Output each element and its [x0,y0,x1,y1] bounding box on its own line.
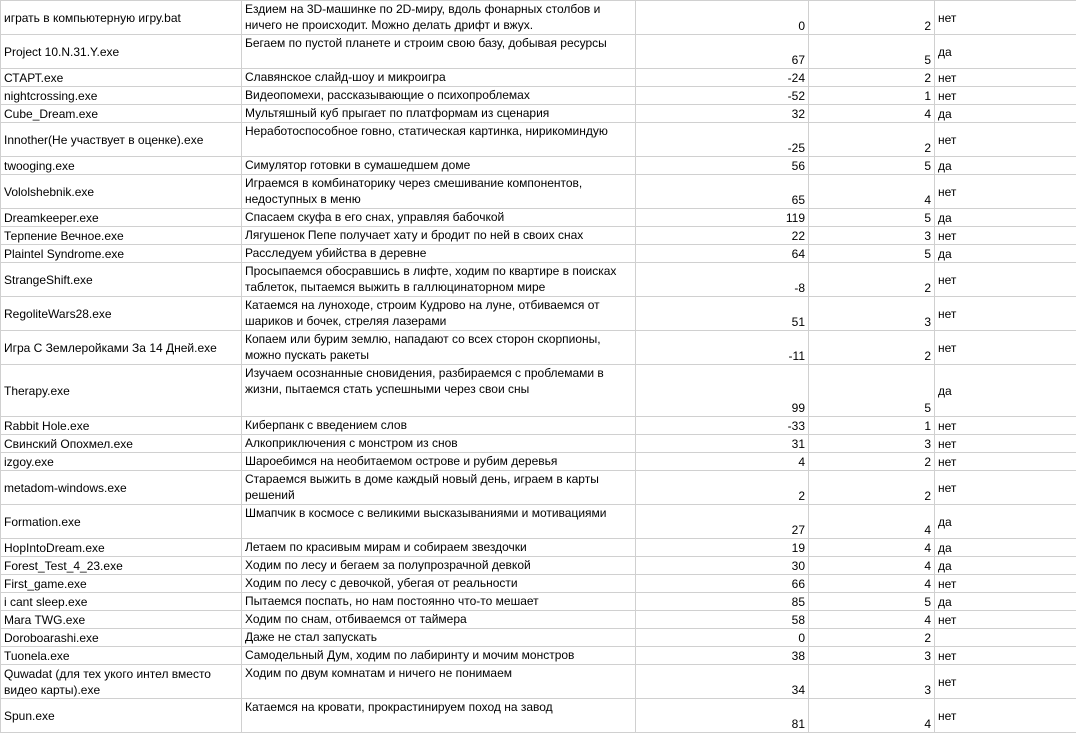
cell-game-name[interactable]: Innother(Не участвует в оценке).exe [1,123,242,157]
cell-rating[interactable]: 4 [809,699,935,733]
cell-game-name[interactable]: Rabbit Hole.exe [1,417,242,435]
cell-answer[interactable]: нет [935,575,1076,593]
cell-answer[interactable]: нет [935,227,1076,245]
cell-score[interactable]: 58 [636,611,809,629]
table-row [1,453,1076,471]
cell-game-name[interactable]: metadom-windows.exe [1,471,242,505]
cell-score[interactable]: 22 [636,227,809,245]
cell-game-name[interactable]: StrangeShift.exe [1,263,242,297]
cell-score[interactable]: 51 [636,297,809,331]
cell-rating[interactable]: 1 [809,87,935,105]
cell-description[interactable]: Самодельный Дум, ходим по лабиринту и мочим монстров [242,647,636,665]
table-row [1,331,1076,365]
cell-description[interactable]: Просыпаемся обосравшись в лифте, ходим по квартире в поисках таблеток, пытаемся выжить в галлюцинаторном мире [242,263,636,297]
cell-description[interactable]: Шароебимся на необитаемом острове и рубим деревья [242,453,636,471]
cell-score[interactable]: -33 [636,417,809,435]
cell-rating[interactable]: 1 [809,417,935,435]
table-row [1,611,1076,629]
cell-answer[interactable]: нет [935,417,1076,435]
cell-rating[interactable]: 4 [809,105,935,123]
cell-game-name[interactable]: RegoliteWars28.exe [1,297,242,331]
cell-score[interactable]: 64 [636,245,809,263]
cell-description[interactable]: Лягушенок Пепе получает хату и бродит по ней в своих снах [242,227,636,245]
cell-description[interactable]: Видеопомехи, рассказывающие о психопроблемах [242,87,636,105]
table-row [1,417,1076,435]
cell-answer[interactable]: нет [935,297,1076,331]
cell-answer[interactable] [935,629,1076,647]
cell-description[interactable]: Ходим по лесу и бегаем за полупрозрачной девкой [242,557,636,575]
cell-answer[interactable]: да [935,505,1076,539]
cell-game-name[interactable]: Therapy.exe [1,365,242,417]
cell-rating[interactable]: 3 [809,647,935,665]
cell-game-name[interactable]: Formation.exe [1,505,242,539]
cell-game-name[interactable]: Quwadat (для тех укого интел вместо видео карты).exe [1,665,242,699]
cell-game-name[interactable]: Mara TWG.exe [1,611,242,629]
table-row [1,209,1076,227]
cell-game-name[interactable]: играть в компьютерную игру.bat [1,1,242,35]
cell-game-name[interactable]: HopIntoDream.exe [1,539,242,557]
table-row [1,435,1076,453]
cell-score[interactable]: 66 [636,575,809,593]
cell-score[interactable]: 119 [636,209,809,227]
cell-game-name[interactable]: Dreamkeeper.exe [1,209,242,227]
cell-score[interactable]: -25 [636,123,809,157]
table-row [1,227,1076,245]
table-row [1,175,1076,209]
cell-answer[interactable]: нет [935,87,1076,105]
cell-rating[interactable]: 4 [809,175,935,209]
cell-score[interactable]: -11 [636,331,809,365]
cell-answer[interactable]: да [935,157,1076,175]
table-row [1,575,1076,593]
cell-answer[interactable]: нет [935,331,1076,365]
cell-answer[interactable]: нет [935,611,1076,629]
cell-score[interactable]: 4 [636,453,809,471]
cell-answer[interactable]: нет [935,123,1076,157]
cell-score[interactable]: 38 [636,647,809,665]
cell-game-name[interactable]: Plaintel Syndrome.exe [1,245,242,263]
cell-score[interactable]: -8 [636,263,809,297]
cell-rating[interactable]: 4 [809,505,935,539]
cell-rating[interactable]: 4 [809,539,935,557]
cell-description[interactable]: Алкоприключения с монстром из снов [242,435,636,453]
cell-answer[interactable]: да [935,539,1076,557]
cell-game-name[interactable]: First_game.exe [1,575,242,593]
cell-score[interactable]: 81 [636,699,809,733]
table-row [1,297,1076,331]
table-row [1,665,1076,699]
table-row [1,35,1076,69]
cell-description[interactable]: Ходим по снам, отбиваемся от таймера [242,611,636,629]
table-row [1,629,1076,647]
cell-score[interactable]: 31 [636,435,809,453]
cell-description[interactable]: Спасаем скуфа в его снах, управляя бабочкой [242,209,636,227]
table-row [1,263,1076,297]
cell-description[interactable]: Шмапчик в космосе с великими высказываниями и мотивациями [242,505,636,539]
cell-rating[interactable]: 2 [809,263,935,297]
cell-rating[interactable]: 5 [809,35,935,69]
cell-game-name[interactable]: Cube_Dream.exe [1,105,242,123]
cell-game-name[interactable]: СТАРТ.exe [1,69,242,87]
cell-rating[interactable]: 5 [809,209,935,227]
cell-score[interactable]: 85 [636,593,809,611]
cell-description[interactable]: Стараемся выжить в доме каждый новый день, играем в карты решений [242,471,636,505]
cell-answer[interactable]: да [935,593,1076,611]
cell-score[interactable]: 27 [636,505,809,539]
cell-description[interactable]: Симулятор готовки в сумашедшем доме [242,157,636,175]
cell-description[interactable]: Пытаемся поспать, но нам постоянно что-то мешает [242,593,636,611]
table-row [1,593,1076,611]
table-row [1,557,1076,575]
cell-game-name[interactable]: Doroboarashi.exe [1,629,242,647]
cell-answer[interactable]: да [935,365,1076,417]
table-row [1,471,1076,505]
table-row [1,647,1076,665]
cell-description[interactable]: Летаем по красивым мирам и собираем звездочки [242,539,636,557]
cell-score[interactable]: 30 [636,557,809,575]
cell-description[interactable]: Бегаем по пустой планете и строим свою базу, добывая ресурсы [242,35,636,69]
cell-description[interactable]: Славянское слайд-шоу и микроигра [242,69,636,87]
cell-answer[interactable]: нет [935,69,1076,87]
cell-rating[interactable]: 4 [809,557,935,575]
table-row [1,699,1076,733]
cell-answer[interactable]: нет [935,435,1076,453]
cell-score[interactable]: 0 [636,629,809,647]
cell-rating[interactable]: 2 [809,331,935,365]
table-row [1,157,1076,175]
table-row [1,1,1076,35]
cell-answer[interactable]: нет [935,471,1076,505]
cell-rating[interactable]: 5 [809,245,935,263]
cell-description[interactable]: Изучаем осознанные сновидения, разбираемся с проблемами в жизни, пытаемся стать успешными через свои сны [242,365,636,417]
cell-answer[interactable]: нет [935,699,1076,733]
cell-rating[interactable]: 2 [809,123,935,157]
cell-rating[interactable]: 2 [809,471,935,505]
table-row [1,365,1076,417]
cell-rating[interactable]: 2 [809,629,935,647]
cell-answer[interactable]: нет [935,665,1076,699]
cell-description[interactable]: Ходим по двум комнатам и ничего не понимаем [242,665,636,699]
cell-score[interactable]: 99 [636,365,809,417]
cell-answer[interactable]: нет [935,175,1076,209]
cell-game-name[interactable]: Forest_Test_4_23.exe [1,557,242,575]
cell-score[interactable]: 67 [636,35,809,69]
cell-answer[interactable]: нет [935,453,1076,471]
cell-game-name[interactable]: izgoy.exe [1,453,242,471]
cell-answer[interactable]: да [935,209,1076,227]
cell-rating[interactable]: 5 [809,157,935,175]
cell-game-name[interactable]: Vololshebnik.exe [1,175,242,209]
cell-rating[interactable]: 5 [809,593,935,611]
cell-score[interactable]: 0 [636,1,809,35]
cell-answer[interactable]: да [935,557,1076,575]
cell-score[interactable]: 56 [636,157,809,175]
cell-description[interactable]: Расследуем убийства в деревне [242,245,636,263]
cell-game-name[interactable]: nightcrossing.exe [1,87,242,105]
cell-rating[interactable]: 4 [809,575,935,593]
table-row [1,505,1076,539]
cell-rating[interactable]: 2 [809,1,935,35]
cell-rating[interactable]: 3 [809,297,935,331]
cell-description[interactable]: Катаемся на луноходе, строим Кудрово на луне, отбиваемся от шариков и бочек, стреляя лазерами [242,297,636,331]
cell-rating[interactable]: 5 [809,365,935,417]
cell-answer[interactable]: нет [935,647,1076,665]
cell-rating[interactable]: 4 [809,611,935,629]
cell-answer[interactable]: нет [935,263,1076,297]
cell-description[interactable]: Неработоспособное говно, статическая картинка, нирикоминдую [242,123,636,157]
cell-description[interactable]: Киберпанк с введением слов [242,417,636,435]
cell-description[interactable]: Играемся в комбинаторику через смешивание компонентов, недоступных в меню [242,175,636,209]
cell-game-name[interactable]: Терпение Вечное.exe [1,227,242,245]
cell-score[interactable]: 32 [636,105,809,123]
cell-rating[interactable]: 2 [809,69,935,87]
cell-score[interactable]: -52 [636,87,809,105]
cell-description[interactable]: Ходим по лесу с девочкой, убегая от реальности [242,575,636,593]
table-row [1,87,1076,105]
cell-rating[interactable]: 3 [809,227,935,245]
cell-description[interactable]: Катаемся на кровати, прокрастинируем поход на завод [242,699,636,733]
cell-description[interactable]: Даже не стал запускать [242,629,636,647]
cell-score[interactable]: 2 [636,471,809,505]
table-row [1,245,1076,263]
cell-game-name[interactable]: Project 10.N.31.Y.exe [1,35,242,69]
cell-description[interactable]: Мультяшный куб прыгает по платформам из сценария [242,105,636,123]
cell-answer[interactable]: да [935,245,1076,263]
cell-answer[interactable]: да [935,35,1076,69]
cell-description[interactable]: Копаем или бурим землю, нападают со всех сторон скорпионы, можно пускать ракеты [242,331,636,365]
table-row [1,123,1076,157]
table-row [1,539,1076,557]
cell-rating[interactable]: 3 [809,435,935,453]
grid-body [1,1,1076,733]
cell-score[interactable]: 65 [636,175,809,209]
cell-answer[interactable]: да [935,105,1076,123]
cell-rating[interactable]: 3 [809,665,935,699]
cell-game-name[interactable]: Tuonela.exe [1,647,242,665]
cell-game-name[interactable]: twooging.exe [1,157,242,175]
cell-game-name[interactable]: Игра С Землеройками За 14 Дней.exe [1,331,242,365]
table-row [1,69,1076,87]
cell-score[interactable]: -24 [636,69,809,87]
cell-game-name[interactable]: Spun.exe [1,699,242,733]
cell-game-name[interactable]: i cant sleep.exe [1,593,242,611]
cell-game-name[interactable]: Свинский Опохмел.exe [1,435,242,453]
table-row [1,105,1076,123]
cell-answer[interactable]: нет [935,1,1076,35]
cell-score[interactable]: 34 [636,665,809,699]
cell-description[interactable]: Ездием на 3D-машинке по 2D-миру, вдоль фонарных столбов и ничего не происходит. Можно делать дрифт и вжух. [242,1,636,35]
cell-score[interactable]: 19 [636,539,809,557]
cell-rating[interactable]: 2 [809,453,935,471]
